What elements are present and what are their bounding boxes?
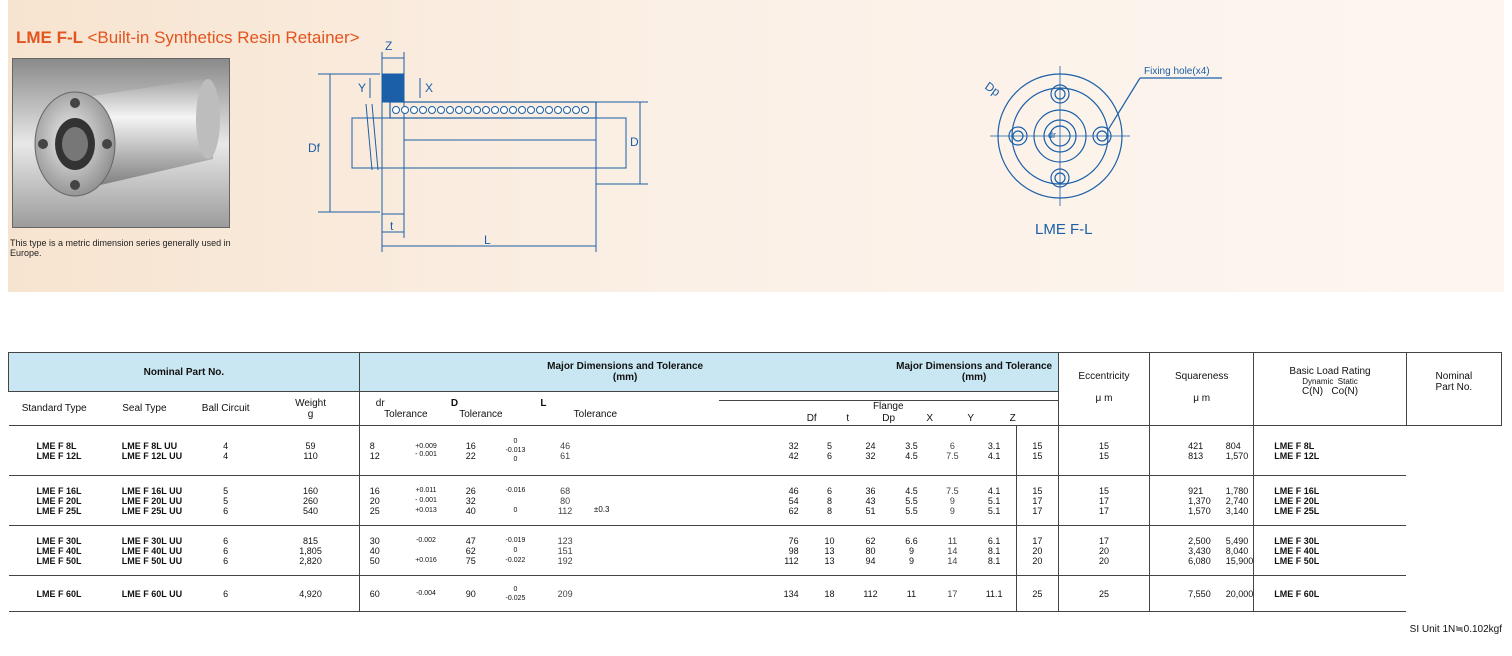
side-view-drawing: [0, 0, 720, 292]
table-cell: Seal Type: [100, 392, 189, 426]
table-cell: [590, 526, 719, 576]
table-cell: 7.5 9 9: [932, 476, 972, 526]
table-cell: LME F 8L LME F 12L: [9, 426, 100, 476]
table-cell: +0.011 - 0.001 +0.013: [401, 476, 451, 526]
table-cell: 4.1 5.1 5.1: [972, 476, 1016, 526]
label-t: t: [390, 219, 394, 233]
table-cell: L Tolerance: [540, 392, 718, 426]
table-cell: Standard Type: [9, 392, 100, 426]
table-cell: LME F 8L LME F 12L: [1254, 426, 1407, 476]
label-x: X: [425, 81, 434, 95]
table-cell: 47 62 75: [451, 526, 491, 576]
table-cell: LME F 30L UU LME F 40L UU LME F 50L UU: [100, 526, 189, 576]
table-cell: Ball Circuit: [189, 392, 262, 426]
table-cell: 6.1 8.1 8.1: [972, 526, 1016, 576]
table-row: [9, 426, 1502, 476]
table-cell: -0.002 +0.016: [401, 526, 451, 576]
table-cell: 11: [890, 576, 932, 612]
table-cell: 15 17 17: [1058, 476, 1149, 526]
label-model: LME F-L: [1035, 221, 1093, 238]
table-cell: 30 40 50: [359, 526, 401, 576]
table-cell: 25: [1016, 576, 1058, 612]
table-cell: 160 260 540: [262, 476, 359, 526]
table-cell: 6 6 6: [189, 526, 262, 576]
table-cell: 62 80 94: [851, 526, 891, 576]
table-cell: LME F 16L LME F 20L LME F 25L: [1254, 476, 1407, 526]
spec-table: [8, 352, 1502, 612]
front-view-drawing: [960, 40, 1260, 250]
table-cell: 15 17 17: [1016, 476, 1058, 526]
table-cell: 68 80 112: [540, 476, 590, 526]
table-cell: 5 5 6: [189, 476, 262, 526]
table-cell: 10 13 13: [809, 526, 851, 576]
head-nominal2: Nominal Part No.: [1406, 353, 1501, 426]
table-cell: 6: [189, 576, 262, 612]
table-cell: 3.1 4.1: [972, 426, 1016, 476]
page-title: LME F-L <Built-in Synthetics Resin Retainer>: [16, 28, 360, 47]
table-cell: 123 151 192: [540, 526, 590, 576]
table-cell: 11.1: [972, 576, 1016, 612]
table-row: [9, 576, 1502, 612]
product-note: This type is a metric dimension series generally used in Europe.: [10, 238, 231, 258]
label-dr: dr: [1048, 130, 1057, 140]
si-unit-note: SI Unit 1N≒0.102kgf: [1409, 624, 1502, 635]
table-cell: ±0.3: [590, 476, 719, 526]
table-cell: 3.5 4.5: [890, 426, 932, 476]
table-cell: 5 6: [809, 426, 851, 476]
table-cell: 18: [809, 576, 851, 612]
table-cell: 46 61: [540, 426, 590, 476]
head-ecc: Eccentricity μ m: [1058, 353, 1149, 426]
table-cell: 24 32: [851, 426, 891, 476]
table-cell: LME F 16L LME F 20L LME F 25L: [9, 476, 100, 526]
table-cell: 4,920: [262, 576, 359, 612]
table-cell: 0 -0.013 0: [491, 426, 541, 476]
table-cell: 15 15: [1016, 426, 1058, 476]
table-cell: 7,550 20,000: [1150, 576, 1254, 612]
table-cell: [590, 576, 719, 612]
table-cell: dr Tolerance: [359, 392, 451, 426]
label-y: Y: [358, 81, 367, 95]
table-cell: 6 7.5: [932, 426, 972, 476]
table-row: [9, 526, 1502, 576]
table-cell: 134: [719, 576, 809, 612]
table-cell: 4.5 5.5 5.5: [890, 476, 932, 526]
table-cell: LME F 60L UU: [100, 576, 189, 612]
table-cell: 11 14 14: [932, 526, 972, 576]
table-cell: -0.019 0 -0.022: [491, 526, 541, 576]
table-cell: 36 43 51: [851, 476, 891, 526]
table-cell: 6.6 9 9: [890, 526, 932, 576]
table-cell: -0.016 0: [491, 476, 541, 526]
table-cell: 90: [451, 576, 491, 612]
table-cell: 6 8 8: [809, 476, 851, 526]
table-cell: 16 22: [451, 426, 491, 476]
table-cell: 76 98 112: [719, 526, 809, 576]
table-cell: 112: [851, 576, 891, 612]
head-nominal: Nominal Part No.: [9, 353, 360, 392]
table-cell: 8 12: [359, 426, 401, 476]
table-cell: [590, 426, 719, 476]
table-cell: 59 110: [262, 426, 359, 476]
table-cell: 16 20 25: [359, 476, 401, 526]
label-dp: Dp: [982, 78, 1003, 100]
table-cell: D Tolerance: [451, 392, 540, 426]
table-cell: 60: [359, 576, 401, 612]
table-cell: LME F 8L UU LME F 12L UU: [100, 426, 189, 476]
table-cell: 17: [932, 576, 972, 612]
label-z: Z: [385, 39, 393, 53]
table-cell: 15 15: [1058, 426, 1149, 476]
table-cell: LME F 60L: [1254, 576, 1407, 612]
table-cell: Flange Df t Dp X Y Z: [719, 392, 1059, 426]
table-cell: LME F 30L LME F 40L LME F 50L: [1254, 526, 1407, 576]
table-cell: LME F 16L UU LME F 20L UU LME F 25L UU: [100, 476, 189, 526]
table-cell: +0.009 - 0.001: [401, 426, 451, 476]
head-major2: Major Dimensions and Tolerance (mm): [890, 353, 1058, 392]
table-cell: 17 20 20: [1058, 526, 1149, 576]
label-fixing: Fixing hole(x4): [1144, 66, 1210, 77]
table-cell: 0 -0.025: [491, 576, 541, 612]
head-major1: Major Dimensions and Tolerance (mm): [359, 353, 890, 392]
table-cell: LME F 60L: [9, 576, 100, 612]
label-l: L: [484, 233, 491, 247]
table-cell: 921 1,780 1,370 2,740 1,570 3,140: [1150, 476, 1254, 526]
table-cell: Weight g: [262, 392, 359, 426]
label-d: D: [630, 135, 639, 149]
table-cell: 815 1,805 2,820: [262, 526, 359, 576]
table-cell: 4 4: [189, 426, 262, 476]
table-header-band: [9, 353, 1502, 392]
table-cell: 25: [1058, 576, 1149, 612]
table-cell: 209: [540, 576, 590, 612]
table-cell: LME F 30L LME F 40L LME F 50L: [9, 526, 100, 576]
head-sq: Squareness μ m: [1150, 353, 1254, 426]
label-df: Df: [308, 141, 320, 155]
table-cell: 421 804 813 1,570: [1150, 426, 1254, 476]
table-cell: 17 20 20: [1016, 526, 1058, 576]
table-cell: 32 42: [719, 426, 809, 476]
table-cell: 46 54 62: [719, 476, 809, 526]
table-cell: 26 32 40: [451, 476, 491, 526]
table-row: [9, 476, 1502, 526]
head-load: Basic Load Rating Dynamic Static C(N) Co(N): [1254, 353, 1407, 426]
table-cell: 2,500 5,490 3,430 8,040 6,080 15,900: [1150, 526, 1254, 576]
table-cell: -0.004: [401, 576, 451, 612]
